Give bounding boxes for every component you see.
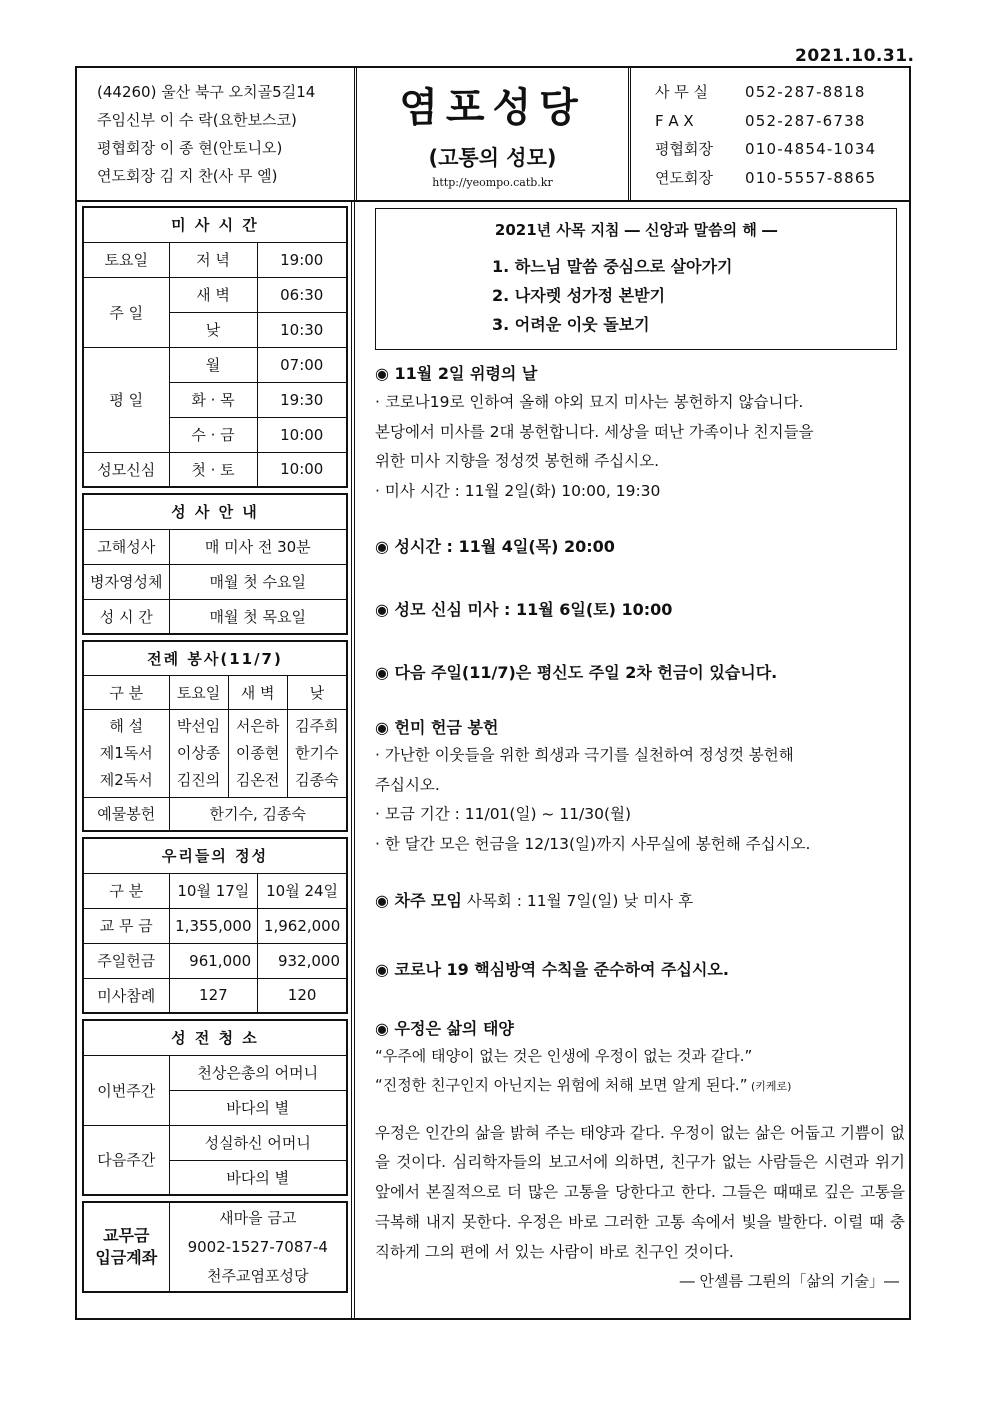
parish-info xyxy=(77,68,357,200)
mass-schedule-table: 미 사 시 간 토요일 저 녁 19:00 주 일 새 벽 06:30 낮 10:30 평 일 월 07:00 화 · 목 19:30 수 · 금 10:00 성모신심 첫 · 토 10:00 xyxy=(82,206,348,488)
account-table xyxy=(82,1201,348,1293)
account-bank: 새마을 금고 xyxy=(219,1208,297,1227)
notice-laity-sunday: ◉ 다음 주일(11/7)은 평신도 주일 2차 헌금이 있습니다. xyxy=(375,663,778,682)
contact-council: 평협회장 010-4854-1034 xyxy=(655,140,877,158)
column-divider xyxy=(351,202,355,1318)
policy-item: 2. 나자렛 성가정 본받기 xyxy=(492,286,666,305)
mass-schedule-title: 미 사 시 간 xyxy=(83,207,347,242)
pastoral-policy-box xyxy=(375,208,897,350)
account-holder: 천주교염포성당 xyxy=(207,1266,309,1285)
offering-table: 우리들의 정성 구 분 10월 17일 10월 24일 교 무 금 1,355,000 1,962,000 주일헌금 961,000 932,000 미사참례 127 120 xyxy=(82,837,348,1014)
issue-date: 2021.10.31. xyxy=(795,46,915,66)
funeral-president: 연도회장 김 지 찬(사 무 엘) xyxy=(97,167,278,185)
essay-paragraph: 우정은 인간의 삶을 밝혀 주는 태양과 같다. 우정이 없는 삶은 어둡고 기쁨이 없을 것이다. 심리학자들의 보고서에 의하면, 친구가 없는 사람들은 시련과 위기 앞에서 본질적으로 더 많은 고통을 당한다고 한다. 그들은 때때로 깊은 고통을 극복해 내지 못한다. 우정은 바로 그러한 고통 속에서 빛을 발한다. 이럴 때 충직하게 그의 편에 서 있는 사람이 바로 친구인 것이다. xyxy=(375,1123,905,1261)
notice-holy-hour: ◉ 성시간 : 11월 4일(목) 20:00 xyxy=(375,537,615,556)
parish-subtitle: (고통의 성모) xyxy=(428,146,557,170)
sacrament-table: 성 사 안 내 고해성사 매 미사 전 30분 병자영성체 매월 첫 수요일 성 시 간 매월 첫 목요일 xyxy=(82,493,348,635)
notice-all-souls: ◉ 11월 2일 위령의 날 · 코로나19로 인하여 올해 야외 묘지 미사는 봉헌하지 않습니다. 본당에서 미사를 2대 봉헌합니다. 세상을 떠난 가족이나 친지들을 위한 미사 지향을 정성껏 봉헌해 주십시오. · 미사 시간 : 11월 2일(화) 10:00, 19:30 xyxy=(375,364,814,500)
quote: “진정한 친구인지 아닌지는 위험에 처해 보면 알게 된다.” (키케로) xyxy=(375,1075,792,1094)
policy-item: 1. 하느님 말씀 중심으로 살아가기 xyxy=(492,257,733,276)
contact-office: 사 무 실 052-287-8818 xyxy=(655,83,866,101)
quote: “우주에 태양이 없는 것은 인생에 우정이 없는 것과 같다.” xyxy=(375,1046,753,1065)
liturgy-title: 전례 봉사(11/7) xyxy=(83,641,347,675)
notice-rice-offering: ◉ 헌미 헌금 봉헌 · 가난한 이웃들을 위한 희생과 극기를 실천하여 정성껏 봉헌해 주십시오. · 모금 기간 : 11/01(일) ~ 11/30(월) · 한 달간 모은 헌금을 12/13(일)까지 사무실에 봉헌해 주십시오. xyxy=(375,718,811,853)
offering-title: 우리들의 정성 xyxy=(83,838,347,873)
notice-marian-mass: ◉ 성모 신심 미사 : 11월 6일(토) 10:00 xyxy=(375,600,673,619)
address: (44260) 울산 북구 오치골5길14 xyxy=(97,83,316,101)
notice-covid: ◉ 코로나 19 핵심방역 수칙을 준수하여 주십시오. xyxy=(375,959,729,979)
sacrament-title: 성 사 안 내 xyxy=(83,494,347,529)
policy-item: 3. 어려운 이웃 돌보기 xyxy=(492,315,650,334)
policy-heading: 2021년 사목 지침 ― 신앙과 말씀의 해 ― xyxy=(494,221,778,239)
right-column xyxy=(375,208,905,1295)
bulletin-body xyxy=(75,202,911,1320)
liturgy-table: 전례 봉사(11/7) 구 분 토요일 새 벽 낮 해 설 제1독서 제2독서 박선임 이상종 김진의 서은하 이종현 김온전 김주희 한기수 김종숙 예물봉헌 한기수, 김종숙 xyxy=(82,640,348,832)
contact-funeral: 연도회장 010-5557-8865 xyxy=(655,168,877,187)
essay-source: ― 안셀름 그륀의「삶의 기술」― xyxy=(679,1272,899,1291)
parish-url[interactable]: http://yeompo.catb.kr xyxy=(432,176,553,189)
account-number: 9002-1527-7087-4 xyxy=(187,1237,328,1256)
account-label: 교무금 입금계좌 xyxy=(83,1202,169,1292)
council-president: 평협회장 이 종 현(안토니오) xyxy=(97,139,283,157)
contacts xyxy=(631,68,909,200)
left-column xyxy=(82,206,348,1298)
pastor: 주임신부 이 수 락(요한보스코) xyxy=(97,111,297,129)
header xyxy=(75,66,911,202)
essay-friendship: ◉ 우정은 삶의 태양 “우주에 태양이 없는 것은 인생에 우정이 없는 것과 같다.” “진정한 친구인지 아닌지는 위험에 처해 보면 알게 된다.” (키케로) 우정은 인간의 삶을 밝혀 주는 태양과 같다. 우정이 없는 삶은 어둡고 기쁨이 없을 것이다. 심리학자들의 보고서에 의하면, 친구가 없는 사람들은 시련과 위기 앞에서 본질적으로 더 많은 고통을 당한다고 한다. 그들은 때때로 깊은 고통을 극복해 내지 못한다. 우정은 바로 그러한 고통 속에서 빛을 발한다. 이럴 때 충직하게 그의 편에 서 있는 사람이 바로 친구인 것이다. ― 안셀름 그륀의「삶의 기술」― xyxy=(375,1016,905,1296)
parish-title: 염포성당 xyxy=(399,85,586,131)
notice-next-meeting: ◉ 차주 모임 사목회 : 11월 7일(일) 낮 미사 후 xyxy=(375,891,694,910)
cleaning-table: 성 전 청 소 이번주간 천상은총의 어머니 바다의 별 다음주간 성실하신 어머니 바다의 별 xyxy=(82,1019,348,1196)
cleaning-title: 성 전 청 소 xyxy=(83,1020,347,1055)
contact-fax: F A X 052-287-6738 xyxy=(655,111,866,130)
masthead xyxy=(357,68,631,200)
